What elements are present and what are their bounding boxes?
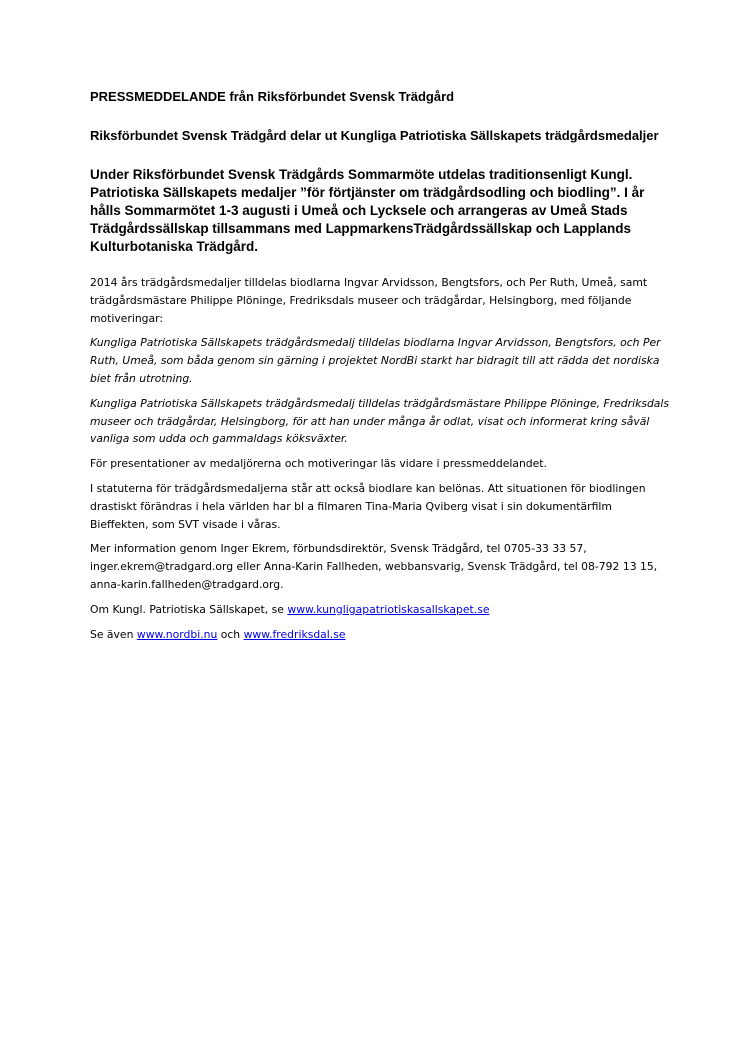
patriotiska-sallskapet-link[interactable]: www.kungligapatriotiskasallskapet.se	[287, 602, 490, 616]
contact-paragraph: Mer information genom Inger Ekrem, förbundsdirektör, Svensk Trädgård, tel 0705-33 33 57, inger.ekrem@tradgard.org eller Anna-Karin Fallheden, webbansvarig, Svensk Trädgård, tel 08-792 13 15, anna-karin.fallheden@tradgard.org.	[90, 542, 658, 591]
citation-gardener: Kungliga Patriotiska Sällskapets trädgårdsmedalj tilldelas trädgårdsmästare Philippe Plöninge, Fredriksdals museer och trädgårdar, Helsingborg, för att han under många år odlat, visat och informerat kring såväl vanliga som udda och gammaldags köksväxter.	[90, 396, 670, 446]
medal-recipients-paragraph: 2014 års trädgårdsmedaljer tilldelas biodlarna Ingvar Arvidsson, Bengtsfors, och Per Ruth, Umeå, samt trädgårdsmästare Philippe Plöninge, Fredriksdals museer och trädgårdar, Helsingborg, med följande motiveringar:	[90, 276, 648, 325]
about-prefix: Om Kungl. Patriotiska Sällskapet, se	[90, 602, 288, 616]
see-also-line	[90, 626, 670, 644]
see-also-conjunction: och	[217, 627, 244, 641]
statutes-paragraph: I statuterna för trädgårdsmedaljerna står att också biodlare kan belönas. Att situationen för biodlingen drastiskt förändras i hela världen har bl a filmaren Tina-Maria Qviberg visat i sin dokumentärfilm Bieffekten, som SVT visade i våras.	[90, 481, 646, 531]
fredriksdal-link[interactable]: www.fredriksdal.se	[243, 627, 346, 641]
citation-beekeepers: Kungliga Patriotiska Sällskapets trädgårdsmedalj tilldelas biodlarna Ingvar Arvidsson, Bengtsfors, och Per Ruth, Umeå, som båda genom sin gärning i projektet NordBi starkt har bidragit till att rädda det nordiska biet från utrotning.	[90, 336, 661, 385]
about-line	[90, 601, 670, 619]
document-body	[90, 88, 670, 650]
see-also-prefix: Se även	[90, 627, 137, 641]
lead-paragraph: Under Riksförbundet Svensk Trädgårds Sommarmöte utdelas traditionsenligt Kungl. Patriotiska Sällskapets medaljer ”för förtjänster om trädgårdsodling och biodling”. I år hålls Sommarmötet 1-3 augusti i Umeå och Lycksele och arrangeras av Umeå Stads Trädgårdssällskap tillsammans med LappmarkensTrädgårdssällskap och Lapplands Kulturbotaniska Trädgård.	[90, 167, 645, 254]
nordbi-link[interactable]: www.nordbi.nu	[136, 627, 218, 641]
press-release-subheading: Riksförbundet Svensk Trädgård delar ut Kungliga Patriotiska Sällskapets trädgårdsmedaljer	[90, 128, 659, 143]
press-release-heading: PRESSMEDDELANDE från Riksförbundet Svensk Trädgård	[90, 89, 455, 104]
presentation-paragraph: För presentationer av medaljörerna och motiveringar läs vidare i pressmeddelandet.	[90, 457, 547, 471]
